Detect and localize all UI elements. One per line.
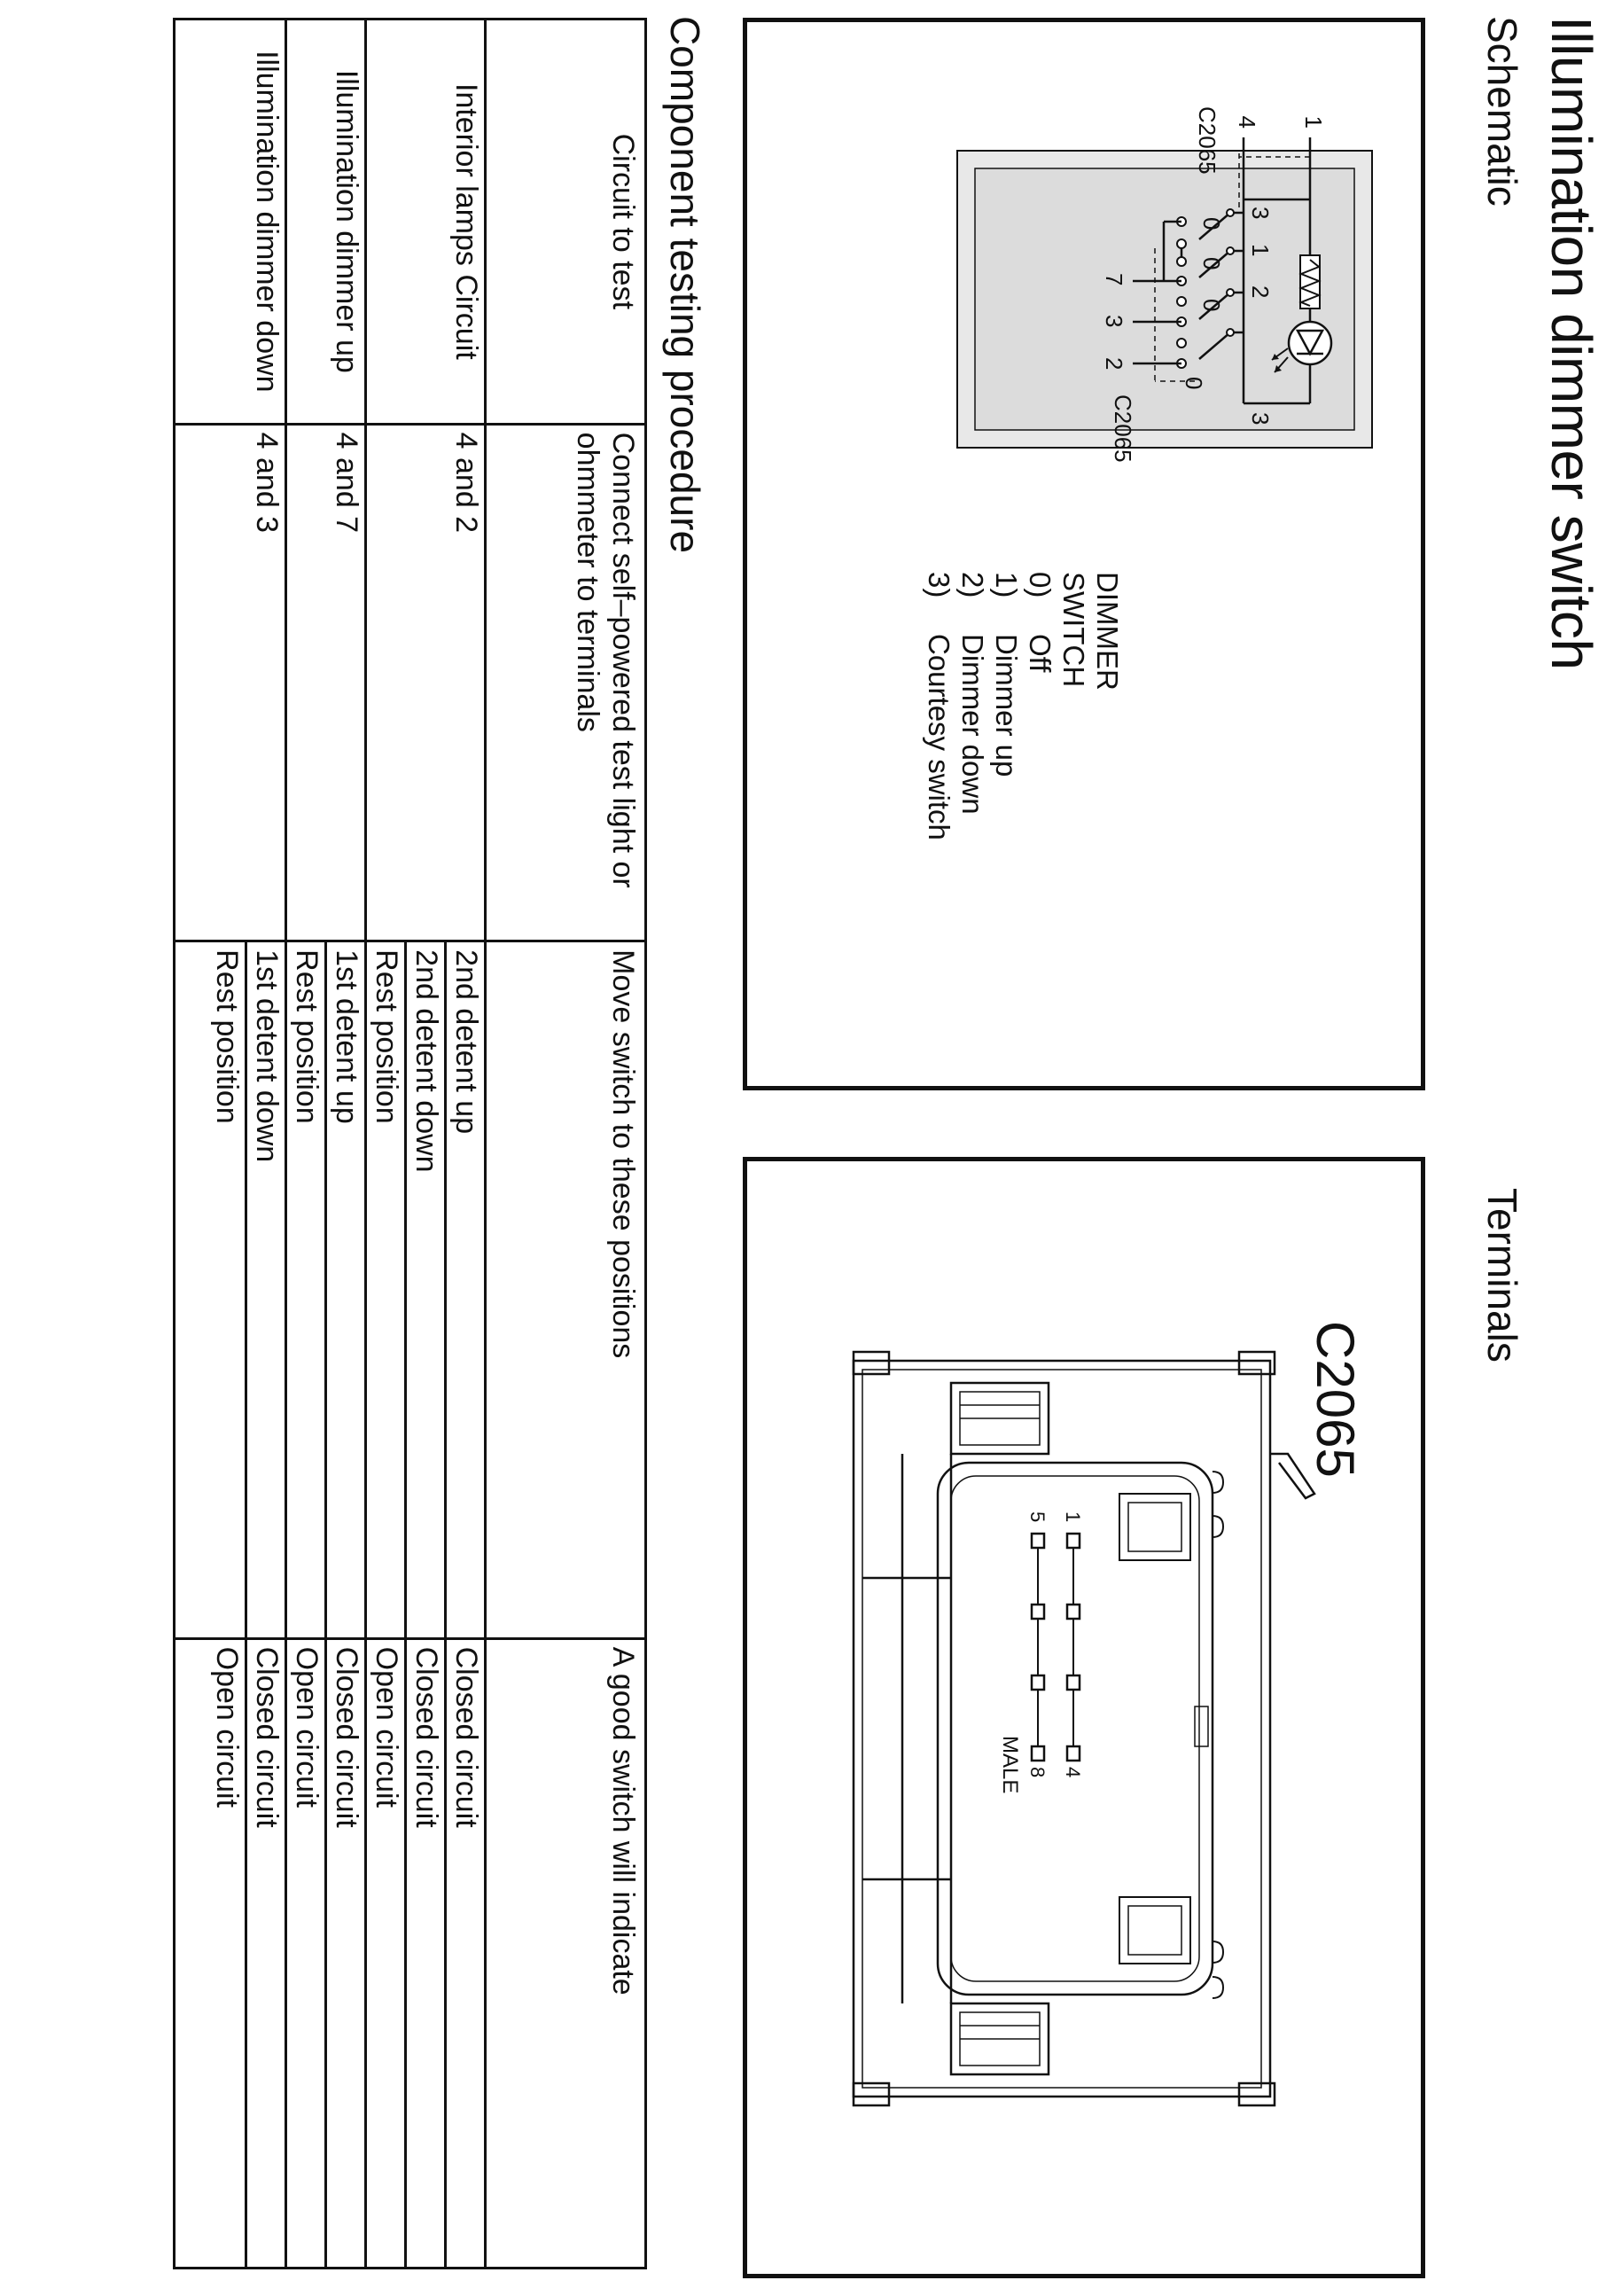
column-header: Move switch to these positions: [486, 941, 646, 1638]
pin-label-4: 4: [1062, 1767, 1084, 1778]
result-cell: Closed circuit: [446, 1638, 486, 2268]
result-cell: Closed circuit: [326, 1638, 366, 2268]
legend-item: 1) Dimmer up: [990, 572, 1023, 777]
switch-zero-1: 0: [1198, 217, 1225, 230]
switch-num-3b: 3: [1247, 412, 1274, 426]
legend-item: 3) Courtesy switch: [923, 572, 955, 840]
switch-num-2: 2: [1247, 285, 1274, 299]
switch-inner-box: [975, 168, 1354, 430]
page-title: Illumination dimmer switch: [1540, 16, 1603, 670]
circuit-cell: Interior lamps Circuit: [366, 20, 486, 425]
circuit-cell: Illumination dimmer down: [175, 20, 286, 425]
legend-item: 2) Dimmer down: [956, 572, 989, 815]
position-cell: 2nd detent up: [446, 941, 486, 1638]
pin-label-4: 4: [1234, 115, 1260, 129]
terminals-cell: 4 and 7: [286, 424, 366, 941]
legend-item: 0) Off: [1024, 572, 1057, 673]
dimmer-switch-legend: [922, 572, 1124, 840]
switch-num-3a: 3: [1247, 207, 1274, 220]
pin-label-7: 7: [1101, 273, 1127, 286]
terminals-panel: [743, 1157, 1425, 2278]
legend-title-line2: SWITCH: [1057, 572, 1090, 688]
terminals-cell: 4 and 3: [175, 424, 286, 941]
switch-zero-4: 0: [1181, 377, 1207, 390]
position-cell: Rest position: [286, 941, 326, 1638]
position-cell: Rest position: [175, 941, 246, 1638]
column-header: Connect self–powered test light or ohmmeter to terminals: [486, 424, 646, 941]
pin-label-1: 1: [1300, 115, 1327, 129]
pin-label-8: 8: [1026, 1767, 1049, 1778]
position-cell: 1st detent up: [326, 941, 366, 1638]
component-testing-heading: Component testing procedure: [662, 16, 708, 554]
connector-label-right: C2065: [1110, 394, 1136, 463]
pin-label-1: 1: [1062, 1511, 1084, 1523]
schematic-heading: Schematic: [1479, 16, 1525, 207]
connector-label-left: C2065: [1194, 106, 1220, 175]
table-row: [326, 20, 366, 2269]
gender-label: MALE: [998, 1736, 1022, 1794]
pin-label-2: 2: [1101, 357, 1127, 371]
connector-pins: [1032, 1534, 1080, 1761]
column-header: A good switch will indicate: [486, 1638, 646, 2268]
table-row: [446, 20, 486, 2269]
connector-face-drawing: [747, 1161, 1421, 2274]
switch-zero-3: 0: [1198, 299, 1225, 312]
position-cell: 2nd detent down: [406, 941, 446, 1638]
circuit-cell: Illumination dimmer up: [286, 20, 366, 425]
testing-procedure-table: [173, 18, 647, 2269]
led-symbol: [1289, 322, 1331, 364]
table-header-row: [486, 20, 646, 2269]
schematic-panel: [743, 18, 1425, 1090]
column-header: Circuit to test: [486, 20, 646, 425]
result-cell: Open circuit: [366, 1638, 406, 2268]
position-cell: 1st detent down: [246, 941, 286, 1638]
switch-zero-2: 0: [1198, 257, 1225, 270]
terminals-cell: 4 and 2: [366, 424, 486, 941]
pin-label-3: 3: [1101, 315, 1127, 328]
legend-title-line1: DIMMER: [1091, 572, 1124, 691]
switch-num-1: 1: [1247, 244, 1274, 257]
terminals-heading: Terminals: [1479, 1188, 1525, 1363]
result-cell: Closed circuit: [246, 1638, 286, 2268]
table-row: [246, 20, 286, 2269]
result-cell: Open circuit: [286, 1638, 326, 2268]
pin-label-5: 5: [1026, 1511, 1049, 1523]
connector-id: C2065: [1306, 1321, 1365, 1478]
result-cell: Closed circuit: [406, 1638, 446, 2268]
result-cell: Open circuit: [175, 1638, 246, 2268]
schematic-diagram: [747, 22, 1421, 1086]
position-cell: Rest position: [366, 941, 406, 1638]
